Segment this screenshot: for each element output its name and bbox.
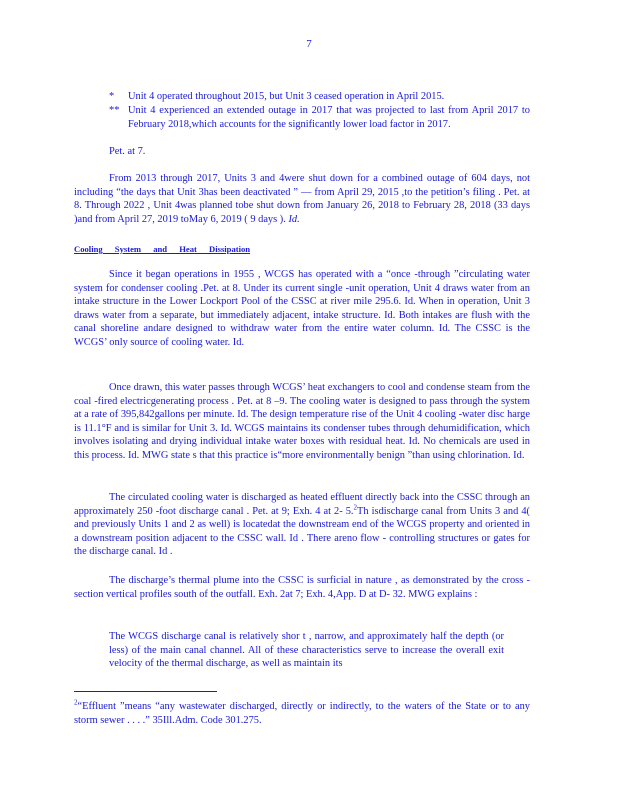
paragraph-text: The circulated cooling water is discharged as heated effluent directly back into the CSSC through an approximately 250 -foot discharge canal . Pet. at 9; Exh. 4 at 2- 5. xyxy=(74,492,530,517)
footnote xyxy=(74,700,530,727)
note-mark: * xyxy=(109,91,115,102)
paragraph-text: From 2013 through 2017, Units 3 and 4were shut down for a combined outage of 604 days, not including “the days that Unit 3has been deactivated ” — from April 29, 2015 ,to the petition’s filing . Pet. at 8. Through 2022 , Unit 4was planned tobe shut down from January 26, 2018 to February 28, 2018 (33 days )and from April 27, 2019 toMay 6, 2019 ( 9 days ). xyxy=(74,173,530,225)
paragraph-outages xyxy=(74,172,530,226)
footnote-mark: 2 xyxy=(74,698,78,707)
paragraph-cooling-system: Since it began operations in 1955 , WCGS has operated with a “once -through ”circulating water system for condenser cooling .Pet. at 8. Under its current single -unit operation, Unit 4 draws water from an intake structure in the Lower Lockport Pool of the CSSC at river mile 295.6. Id. When in operation, Unit 3 draws water from a separate, but immediately adjacent, intake structure. Id. Both intakes are flush with the canal shoreline andare designed to withdraw water from the entire water column. Id. The CSSC is the WCGS’ only source of cooling water. Id. xyxy=(74,269,530,348)
paragraph-heat-exchange: Once drawn, this water passes through WCGS’ heat exchangers to cool and condense steam from the coal -fired electricgenerating process . Pet. at 8 –9. The cooling water is designed to pass through the system at a rate of 395,842gallons per minute. Id. The design temperature rise of the Unit 4 cooling -water disc harge is 11.1°F and is similar for Unit 3. Id. WCGS maintains its condenser tubes through dehumidification, which involves isolating and drying individual intake water boxes with residual heat. Id. No chemicals are used in this process. Id. MWG state s that this practice is“more environmentally benign ”than using chlorination. Id. xyxy=(74,382,530,461)
note-mark: ** xyxy=(109,105,120,116)
paragraph-text: Th isdischarge canal from Units 3 and 4( and previously Units 1 and 2 as well) is locatedat the downstream end of the WCGS property and oriented in a downstream position adjacent to the CSSC wall. Id . There areno flow - controlling structures or gates for the discharge canal. Id . xyxy=(74,505,530,558)
note-text: Unit 4 operated throughout 2015, but Unit 3 ceased operation in April 2015. xyxy=(128,91,445,102)
pet-reference-text: Pet. at 7. xyxy=(109,146,146,157)
section-heading: Cooling System and Heat Dissipation xyxy=(74,244,251,254)
paragraph-thermal-plume: The discharge’s thermal plume into the CSSC is surficial in nature , as demonstrated by the cross -section vertical profiles south of the outfall. Exh. 2at 7; Exh. 4,App. D at D- 32. MWG explains : xyxy=(74,575,530,600)
footnote-divider xyxy=(74,691,217,692)
citation: Id. xyxy=(288,213,300,225)
block-quote: The WCGS discharge canal is relatively shor t , narrow, and approximately half the depth (or less) of the main canal channel. All of these characteristics serve to increase the overall exit velocity of the thermal discharge, as well as maintain its xyxy=(109,631,504,670)
footnote-text: “Effluent ”means “any wastewater discharged, directly or indirectly, to the waters of the State or to any storm sewer . . . .” 35Ill.Adm. Code 301.275. xyxy=(74,701,530,726)
footnote-reference: 2 xyxy=(353,503,358,512)
note-text: Unit 4 experienced an extended outage in 2017 that was projected to last from April 2017 to February 2018,which accounts for the significantly lower load factor in 2017. xyxy=(128,105,530,130)
paragraph-discharge-canal xyxy=(74,491,530,559)
page-number: 7 xyxy=(306,38,312,50)
